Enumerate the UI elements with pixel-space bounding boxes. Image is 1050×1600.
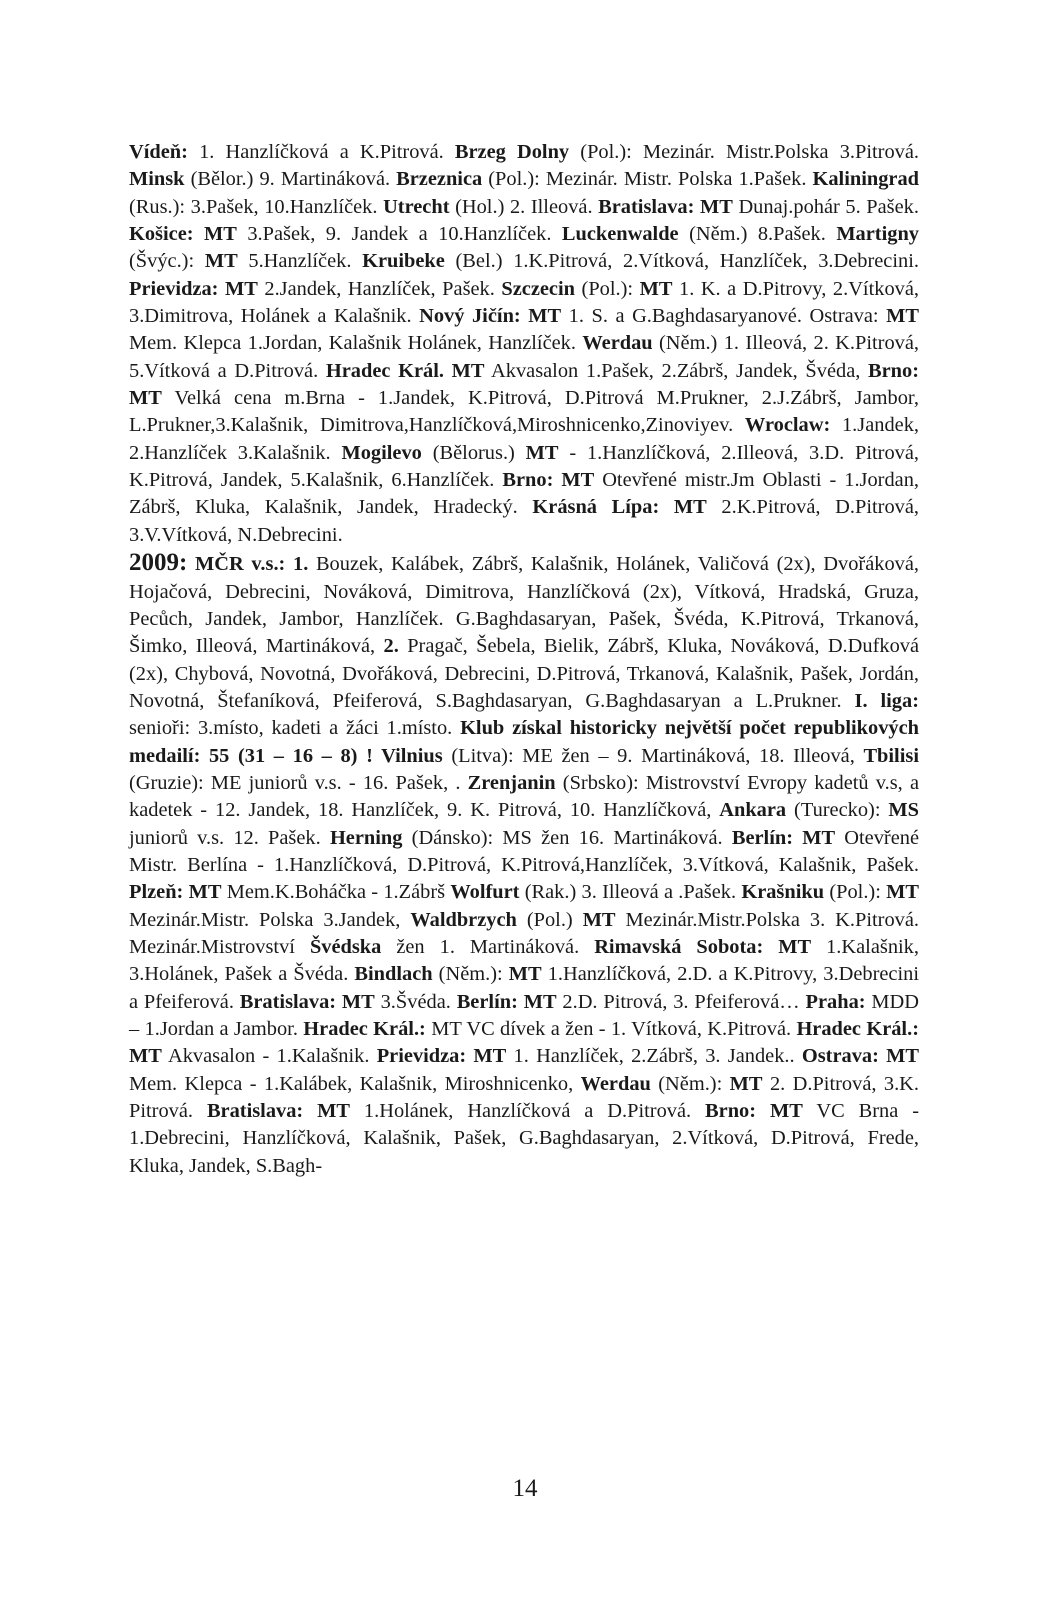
text-run: (Bel.) 1.K.Pitrová, 2.Vítková, Hanzlíček, 3.Debrecini. bbox=[444, 250, 919, 273]
text-run: (Něm.) 8.Pašek. bbox=[678, 223, 837, 246]
text-run: 5.Hanzlíček. bbox=[237, 250, 363, 273]
bold-text: MT bbox=[508, 963, 542, 986]
text-run: 1. Hanzlíček, 2.Zábrš, 3. Jandek.. bbox=[506, 1045, 802, 1068]
bold-text: MT bbox=[639, 277, 673, 300]
text-run: (Pol.) bbox=[516, 908, 583, 931]
bold-text: Utrecht bbox=[383, 195, 450, 218]
text-run: senioři: 3.místo, kadeti a žáci 1.místo. bbox=[129, 717, 461, 740]
text-run: Velká cena m.Brna - 1.Jandek, K.Pitrová, D.Pitrová M.Prukner, 2.J.Zábrš, Jambor, L.Prukner,3.Kalašnik, Dimitrova,Hanzlíčková,Miroshnicenko,Zinoviyev. bbox=[129, 387, 919, 437]
bold-text: Vídeň: bbox=[129, 141, 188, 163]
bold-text: Herning bbox=[329, 826, 403, 849]
text-run: MDD – 1.Jordan a Jambor. bbox=[129, 990, 919, 1040]
bold-text: Brno: MT bbox=[129, 359, 919, 410]
text-run: 3.Švéda. bbox=[374, 990, 457, 1013]
bold-text: Werdau bbox=[580, 1072, 651, 1095]
text-run: Mem. Klepca 1.Jordan, Kalašnik Holánek, Hanzlíček. bbox=[129, 332, 583, 355]
bold-text: Košice: MT bbox=[129, 223, 237, 246]
bold-text: Tbilisi bbox=[863, 744, 919, 767]
text-run: 2. D.Pitrová, 3.K. Pitrová. bbox=[129, 1072, 919, 1123]
bold-text: Berlín: MT bbox=[456, 990, 557, 1013]
bold-text: Werdau bbox=[582, 332, 653, 355]
text-run: juniorů v.s. 12. Pašek. bbox=[129, 826, 330, 849]
bold-text: MČR v.s.: 1. bbox=[187, 553, 309, 576]
bold-text: Bratislava: MT bbox=[598, 195, 733, 218]
text-run: (Pol.): bbox=[824, 881, 887, 904]
bold-text: Brno: MT bbox=[705, 1100, 803, 1123]
paragraph bbox=[129, 549, 919, 1180]
text-run: 1. K. a D.Pitrovy, 2.Vítková, 3.Dimitrova, Holánek a Kalašnik. bbox=[129, 277, 919, 328]
text-run: - 1.Hanzlíčková, 2.Illeová, 3.D. Pitrová, K.Pitrová, Jandek, 5.Kalašnik, 6.Hanzlíček. bbox=[129, 441, 919, 492]
bold-text: Brzeg Dolny bbox=[454, 141, 570, 163]
text-run: 2.Jandek, Hanzlíček, Pašek. bbox=[257, 277, 502, 300]
bold-text: Švédska bbox=[309, 935, 382, 958]
bold-text: MT bbox=[582, 908, 616, 931]
text-run: 2.K.Pitrová, D.Pitrová, 3.V.Vítková, N.Debrecini. bbox=[129, 496, 920, 546]
text-run: (Pol.): bbox=[575, 277, 640, 300]
bold-text: MT bbox=[729, 1072, 763, 1095]
year-heading: 2009: bbox=[129, 549, 188, 577]
text-run: (Pol.): Mezinár. Mistr. Polska 1.Pašek. bbox=[482, 168, 813, 191]
text-run: 1. Hanzlíčková a K.Pitrová. bbox=[187, 141, 455, 163]
text-run: 1. S. a G.Baghdasaryanové. Ostrava: bbox=[561, 305, 887, 328]
text-run: Otevřené Mistr. Berlína - 1.Hanzlíčková, D.Pitrová, K.Pitrová,Hanzlíček, 3.Vítková, Kalašnik, Pašek. bbox=[129, 826, 920, 876]
bold-text: Zrenjanin bbox=[467, 771, 556, 794]
bold-text: Nový Jičín: MT bbox=[419, 305, 562, 328]
text-run: (Hol.) 2. Illeová. bbox=[449, 195, 599, 218]
text-run: (Dánsko): MS žen 16. Martináková. bbox=[402, 826, 732, 849]
text-run: Akvasalon 1.Pašek, 2.Zábrš, Jandek, Švéda, bbox=[484, 359, 869, 382]
bold-text: Hradec Král.: bbox=[303, 1018, 426, 1040]
text-run: 3.Pašek, 9. Jandek a 10.Hanzlíček. bbox=[236, 223, 562, 246]
bold-text: MT bbox=[204, 250, 238, 273]
text-run: 1.Kalašnik, 3.Holánek, Pašek a Švéda. bbox=[129, 935, 919, 986]
bold-text: Bindlach bbox=[354, 963, 433, 986]
text-run: (Rus.): 3.Pašek, 10.Hanzlíček. bbox=[129, 195, 384, 218]
bold-text: MT bbox=[525, 441, 559, 464]
bold-text: Ankara bbox=[719, 799, 787, 822]
bold-text: Rimavská Sobota: MT bbox=[594, 935, 812, 958]
text-run: (Gruzie): ME juniorů v.s. - 16. Pašek, . bbox=[129, 771, 468, 794]
bold-text: Szczecin bbox=[501, 277, 575, 300]
bold-text: Luckenwalde bbox=[561, 223, 679, 246]
bold-text: Praha: bbox=[805, 990, 866, 1013]
text-run: (Bělorus.) bbox=[421, 441, 526, 464]
text-run: (Bělor.) 9. Martináková. bbox=[184, 168, 397, 191]
bold-text: Berlín: MT bbox=[731, 826, 836, 849]
bold-text: Brzeznica bbox=[396, 168, 483, 191]
text-run: Mezinár.Mistr. Polska 3.Jandek, bbox=[129, 908, 411, 931]
bold-text: Waldbrzych bbox=[410, 908, 517, 931]
bold-text: Kruibeke bbox=[362, 250, 445, 273]
bold-text: MT bbox=[886, 305, 919, 328]
bold-text: Martigny bbox=[836, 223, 919, 246]
text-run: 1.Jandek, 2.Hanzlíček 3.Kalašnik. bbox=[129, 414, 919, 464]
bold-text: Minsk bbox=[129, 168, 185, 191]
bold-text: Brno: MT bbox=[502, 469, 595, 492]
text-run: (Něm.) 1. Illeová, 2. K.Pitrová, 5.Vítková a D.Pitrová. bbox=[129, 332, 920, 382]
text-run: Pragač, Šebela, Bielik, Zábrš, Kluka, Nováková, D.Dufková (2x), Chybová, Novotná, Dvořáková, Debrecini, D.Pitrová, Trkanová, Kalašnik, Pašek, Jordán, Novotná, Štefaníková, Pfeiferová, S.Baghdasaryan, G.Baghdasaryan a L.Prukner. bbox=[129, 635, 920, 712]
text-run: žen 1. Martináková. bbox=[381, 935, 595, 958]
bold-text: Wroclaw: bbox=[744, 414, 831, 437]
text-run: (Něm.): bbox=[432, 963, 509, 986]
text-run: (Švýc.): bbox=[129, 250, 205, 273]
text-run: VC Brna - 1.Debrecini, Hanzlíčková, Kalašnik, Pašek, G.Baghdasaryan, 2.Vítková, D.Pitrová, Frede, Kluka, Jandek, S.Bagh- bbox=[129, 1100, 919, 1177]
bold-text: Hradec Král. MT bbox=[325, 359, 485, 382]
text-run: MT VC dívek a žen - 1. Vítková, K.Pitrová. bbox=[425, 1018, 797, 1040]
text-run: 1.Holánek, Hanzlíčková a D.Pitrová. bbox=[350, 1100, 706, 1123]
body-text bbox=[129, 139, 919, 1180]
bold-text: MS bbox=[888, 799, 919, 822]
text-run: Dunaj.pohár 5. Pašek. bbox=[732, 195, 919, 218]
text-run: Mem. Klepca - 1.Kalábek, Kalašnik, Miroshnicenko, bbox=[129, 1072, 581, 1095]
text-run: Mem.K.Boháčka - 1.Zábrš bbox=[221, 881, 451, 904]
bold-text: Krásná Lípa: MT bbox=[532, 496, 707, 519]
text-run: (Rak.) 3. Illeová a .Pašek. bbox=[519, 881, 742, 904]
bold-text: Bratislava: MT bbox=[239, 990, 375, 1013]
page-number: 14 bbox=[512, 1475, 538, 1502]
text-run: Otevřené mistr.Jm Oblasti - 1.Jordan, Zábrš, Kluka, Kalašnik, Jandek, Hradecký. bbox=[129, 469, 919, 519]
text-run: (Pol.): Mezinár. Mistr.Polska 3.Pitrová. bbox=[569, 141, 920, 163]
bold-text: I. liga: bbox=[854, 689, 919, 712]
bold-text: Bratislava: MT bbox=[206, 1100, 350, 1123]
text-run: Bouzek, Kalábek, Zábrš, Kalašnik, Holánek, Valičová (2x), Dvořáková, Hojačová, Debrecini, Nováková, Dimitrova, Hanzlíčková (2x), Vítková, Hradská, Gruza, Pecůch, Jandek, Jambor, Hanzlíček. G.Baghdasaryan, Pašek, Švéda, K.Pitrová, Trkanová, Šimko, Illeová, Martináková, bbox=[129, 553, 919, 658]
bold-text: 2. bbox=[383, 635, 399, 658]
paragraph bbox=[129, 139, 919, 549]
bold-text: Hradec Král.: MT bbox=[129, 1018, 919, 1068]
bold-text: Prievidza: MT bbox=[129, 277, 258, 300]
text-run: Mezinár.Mistr.Polska 3. K.Pitrová. Mezinár.Mistrovství bbox=[129, 908, 920, 958]
text-run: (Srbsko): Mistrovství Evropy kadetů v.s, a kadetek - 12. Jandek, 18. Hanzlíček, 9. K. Pitrová, 10. Hanzlíčková, bbox=[129, 771, 919, 822]
text-run: (Litva): ME žen – 9. Martináková, 18. Illeová, bbox=[442, 744, 864, 767]
text-run: (Turecko): bbox=[786, 799, 889, 822]
bold-text: Kaliningrad bbox=[812, 168, 919, 191]
text-run: 1.Hanzlíčková, 2.D. a K.Pitrovy, 3.Debrecini a Pfeiferová. bbox=[129, 963, 919, 1013]
bold-text: MT bbox=[886, 881, 920, 904]
bold-text: Wolfurt bbox=[450, 881, 520, 904]
bold-text: Prievidza: MT bbox=[376, 1045, 507, 1068]
bold-text: Plzeň: MT bbox=[129, 881, 222, 904]
bold-text: Klub získal historicky největší počet republikových medailí: 55 (31 – 16 – 8) ! Vilnius bbox=[129, 717, 919, 767]
bold-text: Mogilevo bbox=[341, 441, 422, 464]
bold-text: Krašniku bbox=[741, 881, 825, 904]
text-run: Akvasalon - 1.Kalašnik. bbox=[161, 1045, 377, 1068]
bold-text: Ostrava: MT bbox=[801, 1045, 919, 1068]
text-run: (Něm.): bbox=[650, 1072, 730, 1095]
text-run: 2.D. Pitrová, 3. Pfeiferová… bbox=[556, 990, 806, 1013]
